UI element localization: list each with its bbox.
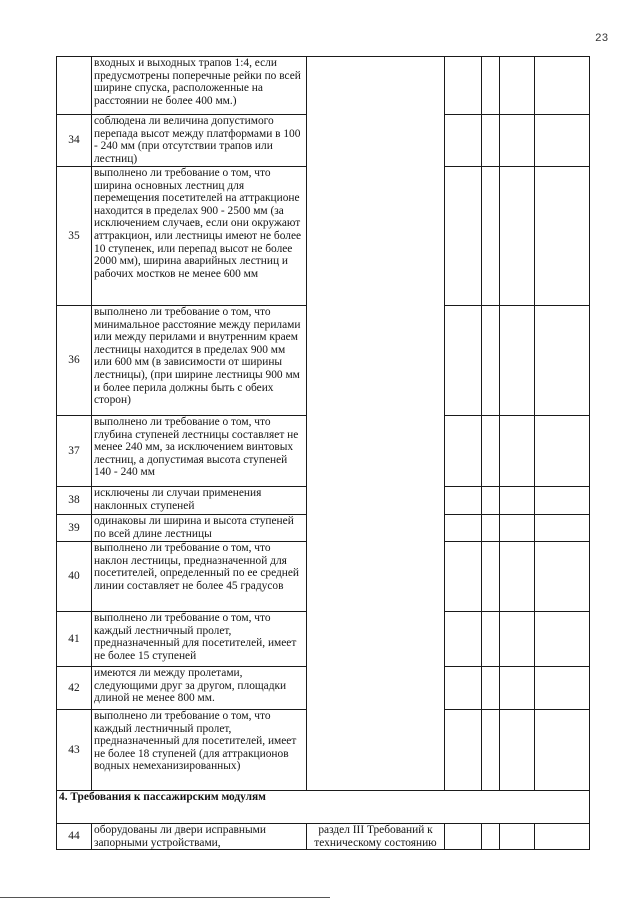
answer-cell [500,515,535,542]
note-cell [535,824,590,850]
answer-cell [445,306,482,416]
answer-cell [445,710,482,791]
note-cell [535,667,590,710]
answer-cell [482,612,500,667]
bottom-rule [0,897,330,898]
answer-cell [445,57,482,115]
answer-cell [445,515,482,542]
answer-cell [482,824,500,850]
answer-cell [445,167,482,306]
answer-cell [445,542,482,612]
answer-cell [445,667,482,710]
answer-cell [482,306,500,416]
row-number: 43 [57,710,92,791]
answer-cell [482,542,500,612]
note-cell [535,710,590,791]
answer-cell [500,542,535,612]
requirement-text: имеются ли между пролетами, следующими друг за другом, площадки длиной не менее 800 мм. [92,667,307,710]
row-number: 41 [57,612,92,667]
table-row [57,824,590,850]
table-row [57,57,590,115]
requirement-text: одинаковы ли ширина и высота ступеней по всей длине лестницы [92,515,307,542]
requirement-text: выполнено ли требование о том, что наклон лестницы, предназначенной для посетителей, определенный по ее средней линии составляет не более 45 градусов [92,542,307,612]
answer-cell [445,115,482,167]
answer-cell [445,612,482,667]
row-number: 34 [57,115,92,167]
answer-cell [482,167,500,306]
answer-cell [482,710,500,791]
requirement-text: выполнено ли требование о том, что глубина ступеней лестницы составляет не менее 240 мм, за исключением винтовых лестниц, а допустимая высота ступеней 140 - 240 мм [92,416,307,487]
answer-cell [482,115,500,167]
note-cell [535,57,590,115]
note-cell [535,115,590,167]
requirement-text: входных и выходных трапов 1:4, если предусмотрены поперечные рейки по всей ширине спуска, расположенные на расстоянии не более 400 мм.) [92,57,307,115]
answer-cell [500,416,535,487]
note-cell [535,167,590,306]
requirement-text: соблюдена ли величина допустимого перепада высот между платформами в 100 - 240 мм (при отсутствии трапов или лестниц) [92,115,307,167]
answer-cell [445,416,482,487]
note-cell [535,612,590,667]
requirement-text: оборудованы ли двери исправными запорными устройствами, [92,824,307,850]
note-cell [535,416,590,487]
note-cell [535,542,590,612]
answer-cell [500,824,535,850]
answer-cell [500,667,535,710]
note-cell [535,306,590,416]
answer-cell [445,487,482,515]
answer-cell [500,612,535,667]
answer-cell [500,167,535,306]
answer-cell [482,487,500,515]
row-number: 35 [57,167,92,306]
reference-cell [307,57,445,791]
row-number: 37 [57,416,92,487]
note-cell [535,515,590,542]
row-number: 42 [57,667,92,710]
row-number: 44 [57,824,92,850]
section-heading: 4. Требования к пассажирским модулям [57,791,590,824]
page-number: 23 [595,33,609,45]
answer-cell [500,57,535,115]
row-number: 36 [57,306,92,416]
answer-cell [482,57,500,115]
row-number: 40 [57,542,92,612]
answer-cell [445,824,482,850]
answer-cell [482,667,500,710]
answer-cell [482,416,500,487]
answer-cell [500,306,535,416]
answer-cell [500,115,535,167]
note-cell [535,487,590,515]
checklist-table [56,56,590,850]
row-number: 39 [57,515,92,542]
answer-cell [500,710,535,791]
row-number [57,57,92,115]
requirement-text: выполнено ли требование о том, что ширина основных лестниц для перемещения посетителей на аттракционе находится в пределах 900 - 2500 мм (за исключением случаев, если они окружают аттракцион, или лестницы имеют не более 10 ступенек, или перепад высот не более 2000 мм), ширина аварийных лестниц и рабочих мостков не менее 600 мм [92,167,307,306]
answer-cell [500,487,535,515]
requirement-text: выполнено ли требование о том, что каждый лестничный пролет, предназначенный для посетителей, имеет не более 15 ступеней [92,612,307,667]
requirement-text: выполнено ли требование о том, что минимальное расстояние между перилами или между перилами и внутренним краем лестницы находится в пределах 900 мм или 600 мм (в зависимости от ширины лестницы), (при ширине лестницы 900 мм и более перила должны быть с обеих сторон) [92,306,307,416]
row-number: 38 [57,487,92,515]
answer-cell [482,515,500,542]
requirement-text: выполнено ли требование о том, что каждый лестничный пролет, предназначенный для посетителей, имеет не более 18 ступеней (для аттракционов водных немеханизированных) [92,710,307,791]
reference-cell: раздел III Требований к техническому состоянию [307,824,445,850]
section-heading-row [57,791,590,824]
requirement-text: исключены ли случаи применения наклонных ступеней [92,487,307,515]
